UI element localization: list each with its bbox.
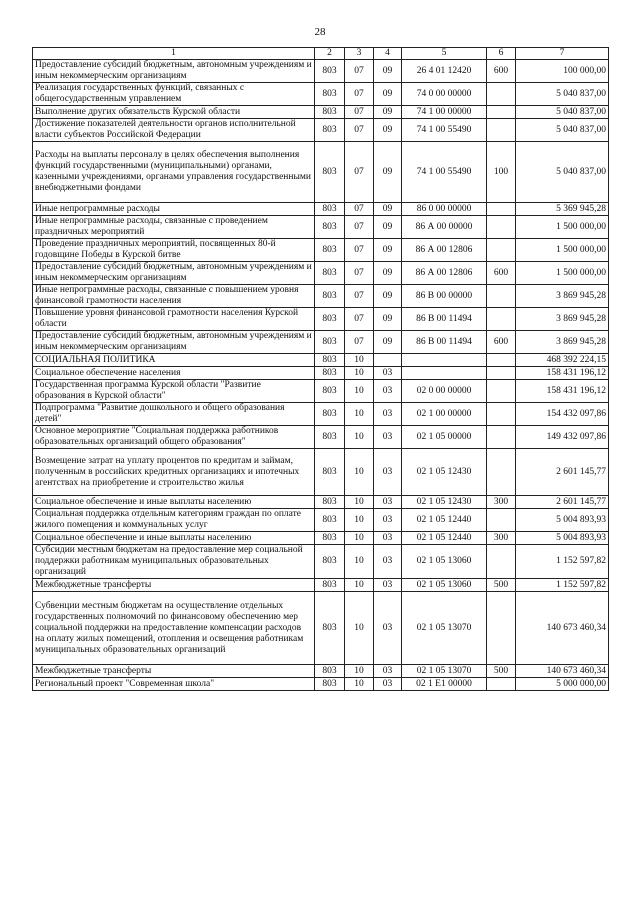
row-code-3-cell: 10 — [345, 367, 374, 380]
row-code-3-cell: 10 — [345, 579, 374, 592]
row-code-5-cell: 86 А 00 00000 — [402, 216, 487, 239]
row-code-4-cell: 03 — [374, 532, 402, 545]
row-name-cell: Предоставление субсидий бюджетным, автономным учреждениям и иным некоммерческим организациям — [33, 262, 315, 285]
row-code-3-cell: 10 — [345, 496, 374, 509]
row-code-5-cell: 02 1 05 00000 — [402, 426, 487, 449]
row-amount-cell: 5 004 893,93 — [516, 532, 609, 545]
table-row — [33, 83, 609, 106]
row-code-4-cell: 09 — [374, 60, 402, 83]
row-name-cell: Предоставление субсидий бюджетным, автономным учреждениям и иным некоммерческим организациям — [33, 331, 315, 354]
row-name-cell: Региональный проект "Современная школа" — [33, 678, 315, 691]
row-name-cell: Возмещение затрат на уплату процентов по кредитам и займам, полученным в российских кредитных организациях и ипотечных агентствах на приобретение и строительство жилья — [33, 449, 315, 496]
table-row — [33, 106, 609, 119]
row-code-5-cell: 74 1 00 55490 — [402, 119, 487, 142]
row-code-3-cell: 10 — [345, 403, 374, 426]
row-code-4-cell: 09 — [374, 203, 402, 216]
table-row — [33, 532, 609, 545]
row-amount-cell: 1 152 597,82 — [516, 579, 609, 592]
row-amount-cell: 1 152 597,82 — [516, 545, 609, 579]
table-header-row — [33, 48, 609, 60]
row-name-cell: Подпрограмма "Развитие дошкольного и общего образования детей" — [33, 403, 315, 426]
row-code-2-cell: 803 — [315, 678, 345, 691]
row-code-6-cell — [487, 509, 516, 532]
row-amount-cell: 140 673 460,34 — [516, 665, 609, 678]
table-row — [33, 426, 609, 449]
row-code-3-cell: 10 — [345, 545, 374, 579]
row-code-6-cell — [487, 449, 516, 496]
row-amount-cell: 5 004 893,93 — [516, 509, 609, 532]
row-code-4-cell: 03 — [374, 496, 402, 509]
row-code-4-cell: 03 — [374, 678, 402, 691]
row-code-6-cell — [487, 106, 516, 119]
row-code-4-cell: 09 — [374, 83, 402, 106]
row-amount-cell: 468 392 224,15 — [516, 354, 609, 367]
row-code-5-cell: 86 0 00 00000 — [402, 203, 487, 216]
row-amount-cell: 1 500 000,00 — [516, 239, 609, 262]
row-code-6-cell — [487, 216, 516, 239]
table-row — [33, 239, 609, 262]
row-amount-cell: 2 601 145,77 — [516, 496, 609, 509]
row-code-4-cell: 09 — [374, 262, 402, 285]
row-code-6-cell — [487, 426, 516, 449]
table-row — [33, 142, 609, 203]
row-code-4-cell: 03 — [374, 380, 402, 403]
row-code-6-cell — [487, 367, 516, 380]
row-code-6-cell — [487, 592, 516, 665]
row-amount-cell: 140 673 460,34 — [516, 592, 609, 665]
table-row — [33, 354, 609, 367]
row-code-6-cell: 600 — [487, 60, 516, 83]
row-amount-cell: 5 040 837,00 — [516, 83, 609, 106]
table-row — [33, 678, 609, 691]
row-code-2-cell: 803 — [315, 380, 345, 403]
row-name-cell: СОЦИАЛЬНАЯ ПОЛИТИКА — [33, 354, 315, 367]
row-amount-cell: 3 869 945,28 — [516, 331, 609, 354]
row-name-cell: Иные непрограммные расходы — [33, 203, 315, 216]
row-amount-cell: 1 500 000,00 — [516, 216, 609, 239]
row-code-5-cell: 74 1 00 55490 — [402, 142, 487, 203]
row-code-2-cell: 803 — [315, 665, 345, 678]
row-code-5-cell: 86 В 00 00000 — [402, 285, 487, 308]
row-code-3-cell: 10 — [345, 532, 374, 545]
row-amount-cell: 158 431 196,12 — [516, 380, 609, 403]
row-code-6-cell — [487, 203, 516, 216]
row-code-5-cell: 02 1 05 12430 — [402, 496, 487, 509]
row-code-4-cell: 03 — [374, 579, 402, 592]
row-code-2-cell: 803 — [315, 545, 345, 579]
row-code-6-cell: 100 — [487, 142, 516, 203]
row-code-2-cell: 803 — [315, 426, 345, 449]
row-code-6-cell — [487, 354, 516, 367]
header-cell: 6 — [487, 48, 516, 60]
table-row — [33, 119, 609, 142]
row-code-3-cell: 07 — [345, 239, 374, 262]
row-name-cell: Социальное обеспечение и иные выплаты населению — [33, 496, 315, 509]
row-code-4-cell: 09 — [374, 106, 402, 119]
row-code-4-cell: 03 — [374, 509, 402, 532]
row-code-3-cell: 10 — [345, 380, 374, 403]
table-row — [33, 509, 609, 532]
row-code-3-cell: 07 — [345, 308, 374, 331]
header-cell: 2 — [315, 48, 345, 60]
row-code-5-cell: 02 1 00 00000 — [402, 403, 487, 426]
row-name-cell: Межбюджетные трансферты — [33, 579, 315, 592]
row-amount-cell: 5 000 000,00 — [516, 678, 609, 691]
row-code-4-cell: 09 — [374, 142, 402, 203]
row-code-2-cell: 803 — [315, 579, 345, 592]
row-code-3-cell: 10 — [345, 665, 374, 678]
row-code-2-cell: 803 — [315, 83, 345, 106]
row-name-cell: Реализация государственных функций, связанных с общегосударственным управлением — [33, 83, 315, 106]
row-code-5-cell: 26 4 01 12420 — [402, 60, 487, 83]
row-code-5-cell: 86 В 00 11494 — [402, 331, 487, 354]
table-row — [33, 216, 609, 239]
row-code-5-cell: 02 1 05 13070 — [402, 665, 487, 678]
header-cell: 3 — [345, 48, 374, 60]
table-row — [33, 380, 609, 403]
row-name-cell: Проведение праздничных мероприятий, посвященных 80-й годовщине Победы в Курской битве — [33, 239, 315, 262]
row-code-3-cell: 10 — [345, 678, 374, 691]
table-row — [33, 449, 609, 496]
row-code-5-cell: 86 В 00 11494 — [402, 308, 487, 331]
row-code-6-cell — [487, 545, 516, 579]
row-code-4-cell: 09 — [374, 308, 402, 331]
row-code-4-cell: 03 — [374, 592, 402, 665]
row-code-3-cell: 07 — [345, 216, 374, 239]
row-code-6-cell — [487, 403, 516, 426]
row-amount-cell: 149 432 097,86 — [516, 426, 609, 449]
row-code-5-cell: 02 0 00 00000 — [402, 380, 487, 403]
table-row — [33, 331, 609, 354]
row-code-2-cell: 803 — [315, 239, 345, 262]
row-code-4-cell: 03 — [374, 665, 402, 678]
row-code-4-cell: 09 — [374, 285, 402, 308]
row-code-3-cell: 07 — [345, 203, 374, 216]
row-name-cell: Социальное обеспечение населения — [33, 367, 315, 380]
row-code-3-cell: 07 — [345, 331, 374, 354]
row-name-cell: Государственная программа Курской области "Развитие образования в Курской области" — [33, 380, 315, 403]
table-row — [33, 367, 609, 380]
row-amount-cell: 3 869 945,28 — [516, 308, 609, 331]
row-code-6-cell — [487, 308, 516, 331]
header-cell: 1 — [33, 48, 315, 60]
row-code-2-cell: 803 — [315, 142, 345, 203]
row-code-6-cell: 600 — [487, 331, 516, 354]
row-name-cell: Иные непрограммные расходы, связанные с повышением уровня финансовой грамотности населения — [33, 285, 315, 308]
table-row — [33, 496, 609, 509]
row-code-2-cell: 803 — [315, 308, 345, 331]
header-cell: 4 — [374, 48, 402, 60]
row-amount-cell: 158 431 196,12 — [516, 367, 609, 380]
row-code-6-cell — [487, 678, 516, 691]
row-amount-cell: 3 869 945,28 — [516, 285, 609, 308]
row-name-cell: Социальная поддержка отдельным категориям граждан по оплате жилого помещения и коммунальных услуг — [33, 509, 315, 532]
row-code-6-cell: 500 — [487, 665, 516, 678]
row-code-6-cell — [487, 285, 516, 308]
row-code-4-cell: 09 — [374, 239, 402, 262]
row-code-5-cell: 02 1 05 13070 — [402, 592, 487, 665]
row-code-2-cell: 803 — [315, 496, 345, 509]
row-code-2-cell: 803 — [315, 216, 345, 239]
header-cell: 5 — [402, 48, 487, 60]
row-code-5-cell: 02 1 05 13060 — [402, 545, 487, 579]
row-amount-cell: 5 040 837,00 — [516, 142, 609, 203]
row-amount-cell: 100 000,00 — [516, 60, 609, 83]
table-row — [33, 60, 609, 83]
row-code-3-cell: 07 — [345, 83, 374, 106]
row-code-4-cell: 03 — [374, 403, 402, 426]
table-row — [33, 579, 609, 592]
row-name-cell: Предоставление субсидий бюджетным, автономным учреждениям и иным некоммерческим организациям — [33, 60, 315, 83]
row-code-5-cell: 74 0 00 00000 — [402, 83, 487, 106]
row-code-3-cell: 07 — [345, 119, 374, 142]
row-code-2-cell: 803 — [315, 285, 345, 308]
row-amount-cell: 154 432 097,86 — [516, 403, 609, 426]
row-code-2-cell: 803 — [315, 592, 345, 665]
row-code-3-cell: 07 — [345, 262, 374, 285]
table-row — [33, 665, 609, 678]
row-code-2-cell: 803 — [315, 403, 345, 426]
table-row — [33, 403, 609, 426]
table-row — [33, 262, 609, 285]
row-code-3-cell: 07 — [345, 142, 374, 203]
row-code-5-cell: 02 1 05 12440 — [402, 532, 487, 545]
row-name-cell: Субсидии местным бюджетам на предоставление мер социальной поддержки работникам муниципальных образовательных организаций — [33, 545, 315, 579]
budget-table — [32, 47, 609, 691]
row-name-cell: Расходы на выплаты персоналу в целях обеспечения выполнения функций государственными (муниципальными) органами, казенными учреждениями, органами управления государственными внебюджетными фондами — [33, 142, 315, 203]
row-code-4-cell: 03 — [374, 449, 402, 496]
row-code-6-cell — [487, 119, 516, 142]
row-code-6-cell: 300 — [487, 532, 516, 545]
row-name-cell: Иные непрограммные расходы, связанные с проведением праздничных мероприятий — [33, 216, 315, 239]
row-code-2-cell: 803 — [315, 106, 345, 119]
row-code-6-cell: 600 — [487, 262, 516, 285]
table-row — [33, 308, 609, 331]
row-code-3-cell: 10 — [345, 449, 374, 496]
row-amount-cell: 1 500 000,00 — [516, 262, 609, 285]
row-code-5-cell: 02 1 Е1 00000 — [402, 678, 487, 691]
row-code-4-cell: 03 — [374, 426, 402, 449]
row-name-cell: Социальное обеспечение и иные выплаты населению — [33, 532, 315, 545]
row-code-5-cell: 02 1 05 12440 — [402, 509, 487, 532]
row-code-6-cell — [487, 380, 516, 403]
header-cell: 7 — [516, 48, 609, 60]
table-row — [33, 592, 609, 665]
row-amount-cell: 5 040 837,00 — [516, 119, 609, 142]
row-name-cell: Достижение показателей деятельности органов исполнительной власти субъектов Российской Федерации — [33, 119, 315, 142]
row-name-cell: Выполнение других обязательств Курской области — [33, 106, 315, 119]
row-code-3-cell: 10 — [345, 426, 374, 449]
row-code-3-cell: 07 — [345, 60, 374, 83]
row-code-4-cell: 09 — [374, 119, 402, 142]
row-code-4-cell — [374, 354, 402, 367]
row-code-5-cell: 86 А 00 12806 — [402, 239, 487, 262]
page-number: 28 — [314, 26, 326, 38]
row-code-5-cell: 86 А 00 12806 — [402, 262, 487, 285]
row-code-6-cell — [487, 239, 516, 262]
row-code-3-cell: 10 — [345, 592, 374, 665]
row-code-2-cell: 803 — [315, 262, 345, 285]
row-code-2-cell: 803 — [315, 60, 345, 83]
row-code-5-cell — [402, 367, 487, 380]
row-code-3-cell: 07 — [345, 106, 374, 119]
row-code-5-cell: 02 1 05 12430 — [402, 449, 487, 496]
row-code-4-cell: 09 — [374, 331, 402, 354]
row-amount-cell: 2 601 145,77 — [516, 449, 609, 496]
row-code-3-cell: 10 — [345, 354, 374, 367]
row-code-2-cell: 803 — [315, 532, 345, 545]
row-name-cell: Межбюджетные трансферты — [33, 665, 315, 678]
row-name-cell: Повышение уровня финансовой грамотности населения Курской области — [33, 308, 315, 331]
row-code-3-cell: 10 — [345, 509, 374, 532]
row-code-3-cell: 07 — [345, 285, 374, 308]
row-code-2-cell: 803 — [315, 367, 345, 380]
table-row — [33, 203, 609, 216]
row-code-5-cell: 02 1 05 13060 — [402, 579, 487, 592]
row-code-6-cell — [487, 83, 516, 106]
table-row — [33, 285, 609, 308]
row-code-6-cell: 500 — [487, 579, 516, 592]
row-code-2-cell: 803 — [315, 119, 345, 142]
row-amount-cell: 5 040 837,00 — [516, 106, 609, 119]
row-code-2-cell: 803 — [315, 449, 345, 496]
row-name-cell: Субвенции местным бюджетам на осуществление отдельных государственных полномочий по финансовому обеспечению мер социальной поддержки на предоставление компенсации расходов на оплату жилых помещений, отопления и освещения работникам муниципальных образовательных организаций — [33, 592, 315, 665]
row-amount-cell: 5 369 945,28 — [516, 203, 609, 216]
row-code-2-cell: 803 — [315, 331, 345, 354]
row-code-2-cell: 803 — [315, 354, 345, 367]
row-code-6-cell: 300 — [487, 496, 516, 509]
row-code-4-cell: 09 — [374, 216, 402, 239]
row-code-5-cell: 74 1 00 00000 — [402, 106, 487, 119]
table-row — [33, 545, 609, 579]
row-code-4-cell: 03 — [374, 545, 402, 579]
row-name-cell: Основное мероприятие "Социальная поддержка работников образовательных организаций общего образования" — [33, 426, 315, 449]
row-code-5-cell — [402, 354, 487, 367]
row-code-4-cell: 03 — [374, 367, 402, 380]
row-code-2-cell: 803 — [315, 203, 345, 216]
row-code-2-cell: 803 — [315, 509, 345, 532]
